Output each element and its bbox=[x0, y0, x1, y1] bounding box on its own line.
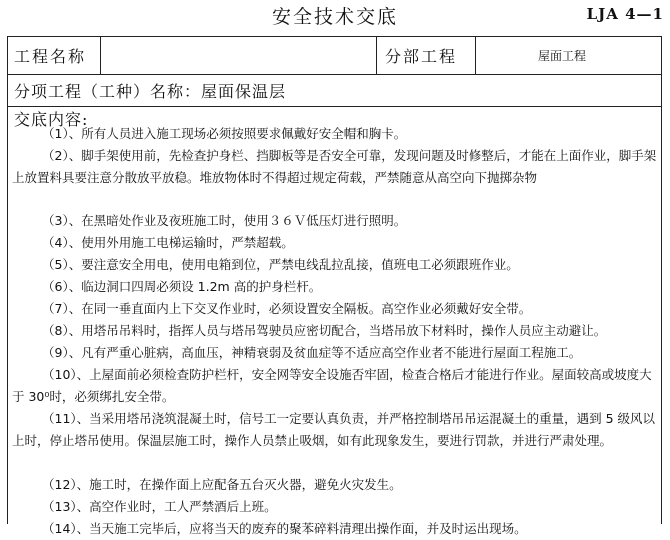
subitem-row bbox=[8, 74, 661, 107]
document-title: 安全技术交底 bbox=[271, 6, 398, 28]
list-item: （12）、施工时，在操作面上应配备五台灭火器，避免火灾发生。 bbox=[42, 477, 402, 492]
list-item: （6）、临边洞口四周必须设 1.2m 高的护身栏杆。 bbox=[42, 279, 322, 294]
list-item: （5）、要注意安全用电，使用电箱到位，严禁电线乱拉乱接，值班电工必须跟班作业。 bbox=[42, 257, 519, 272]
list-item: （4）、使用外用施工电梯运输时，严禁超载。 bbox=[42, 235, 294, 250]
division-value: 屋面工程 bbox=[538, 49, 587, 63]
division-label: 分部工程 bbox=[377, 37, 476, 74]
list-item: （9）、凡有严重心脏病，高血压，神精衰弱及贫血症等不适应高空作业者不能进行屋面工程施工。 bbox=[42, 345, 582, 360]
list-item: （1）、所有人员进入施工现场必须按照要求佩戴好安全帽和胸卡。 bbox=[42, 126, 407, 141]
project-name-label: 工程名称 bbox=[8, 37, 101, 74]
list-item: （11）、当采用塔吊浇筑混凝土时，信号工一定要认真负责，并严格控制塔吊吊运混凝土的重量，遇到 5 级风以上时，停止塔吊使用。保温层施工时，操作人员禁止吸烟，如有此现象发生，要进行罚款，并进行严肃处理。 bbox=[12, 411, 656, 448]
subitem-label: 分项工程（工种）名称： bbox=[14, 81, 202, 101]
project-name-value bbox=[101, 37, 377, 74]
list-item: （13）、高空作业时，工人严禁酒后上班。 bbox=[42, 499, 277, 514]
list-item: （2）、脚手架使用前，先检查护身栏、挡脚板等是否安全可靠，发现问题及时修整后，才能在上面作业，脚手架上放置料具要注意分散放平放稳。堆放物体时不得超过规定荷载，严禁随意从高空向下抛掷杂物 bbox=[12, 148, 657, 185]
disclosure-form bbox=[7, 36, 662, 536]
list-item: （8）、用塔吊吊料时，指挥人员与塔吊驾驶员应密切配合，当塔吊放下材料时，操作人员应主动避让。 bbox=[42, 323, 607, 338]
project-info-row bbox=[8, 37, 661, 75]
document-code: LJA 4—1 bbox=[586, 5, 664, 23]
list-item: （14）、当天施工完毕后，应将当天的废弃的聚苯碎料清理出操作面，并及时运出现场。 bbox=[42, 521, 527, 536]
list-item: （3）、在黑暗处作业及夜班施工时，使用３６Ｖ低压灯进行照明。 bbox=[42, 213, 407, 228]
list-item: （7）、在同一垂直面内上下交叉作业时，必须设置安全隔板。高空作业必须戴好安全带。 bbox=[42, 301, 532, 316]
list-item: （10）、上屋面前必须检查防护栏杆，安全网等安全设施否牢固，检查合格后才能进行作业。屋面较高或坡度大于 30⁰时，必须绑扎安全带。 bbox=[12, 367, 652, 404]
content-heading: 交底内容: bbox=[14, 110, 89, 129]
subitem-value: 屋面保温层 bbox=[201, 81, 287, 101]
